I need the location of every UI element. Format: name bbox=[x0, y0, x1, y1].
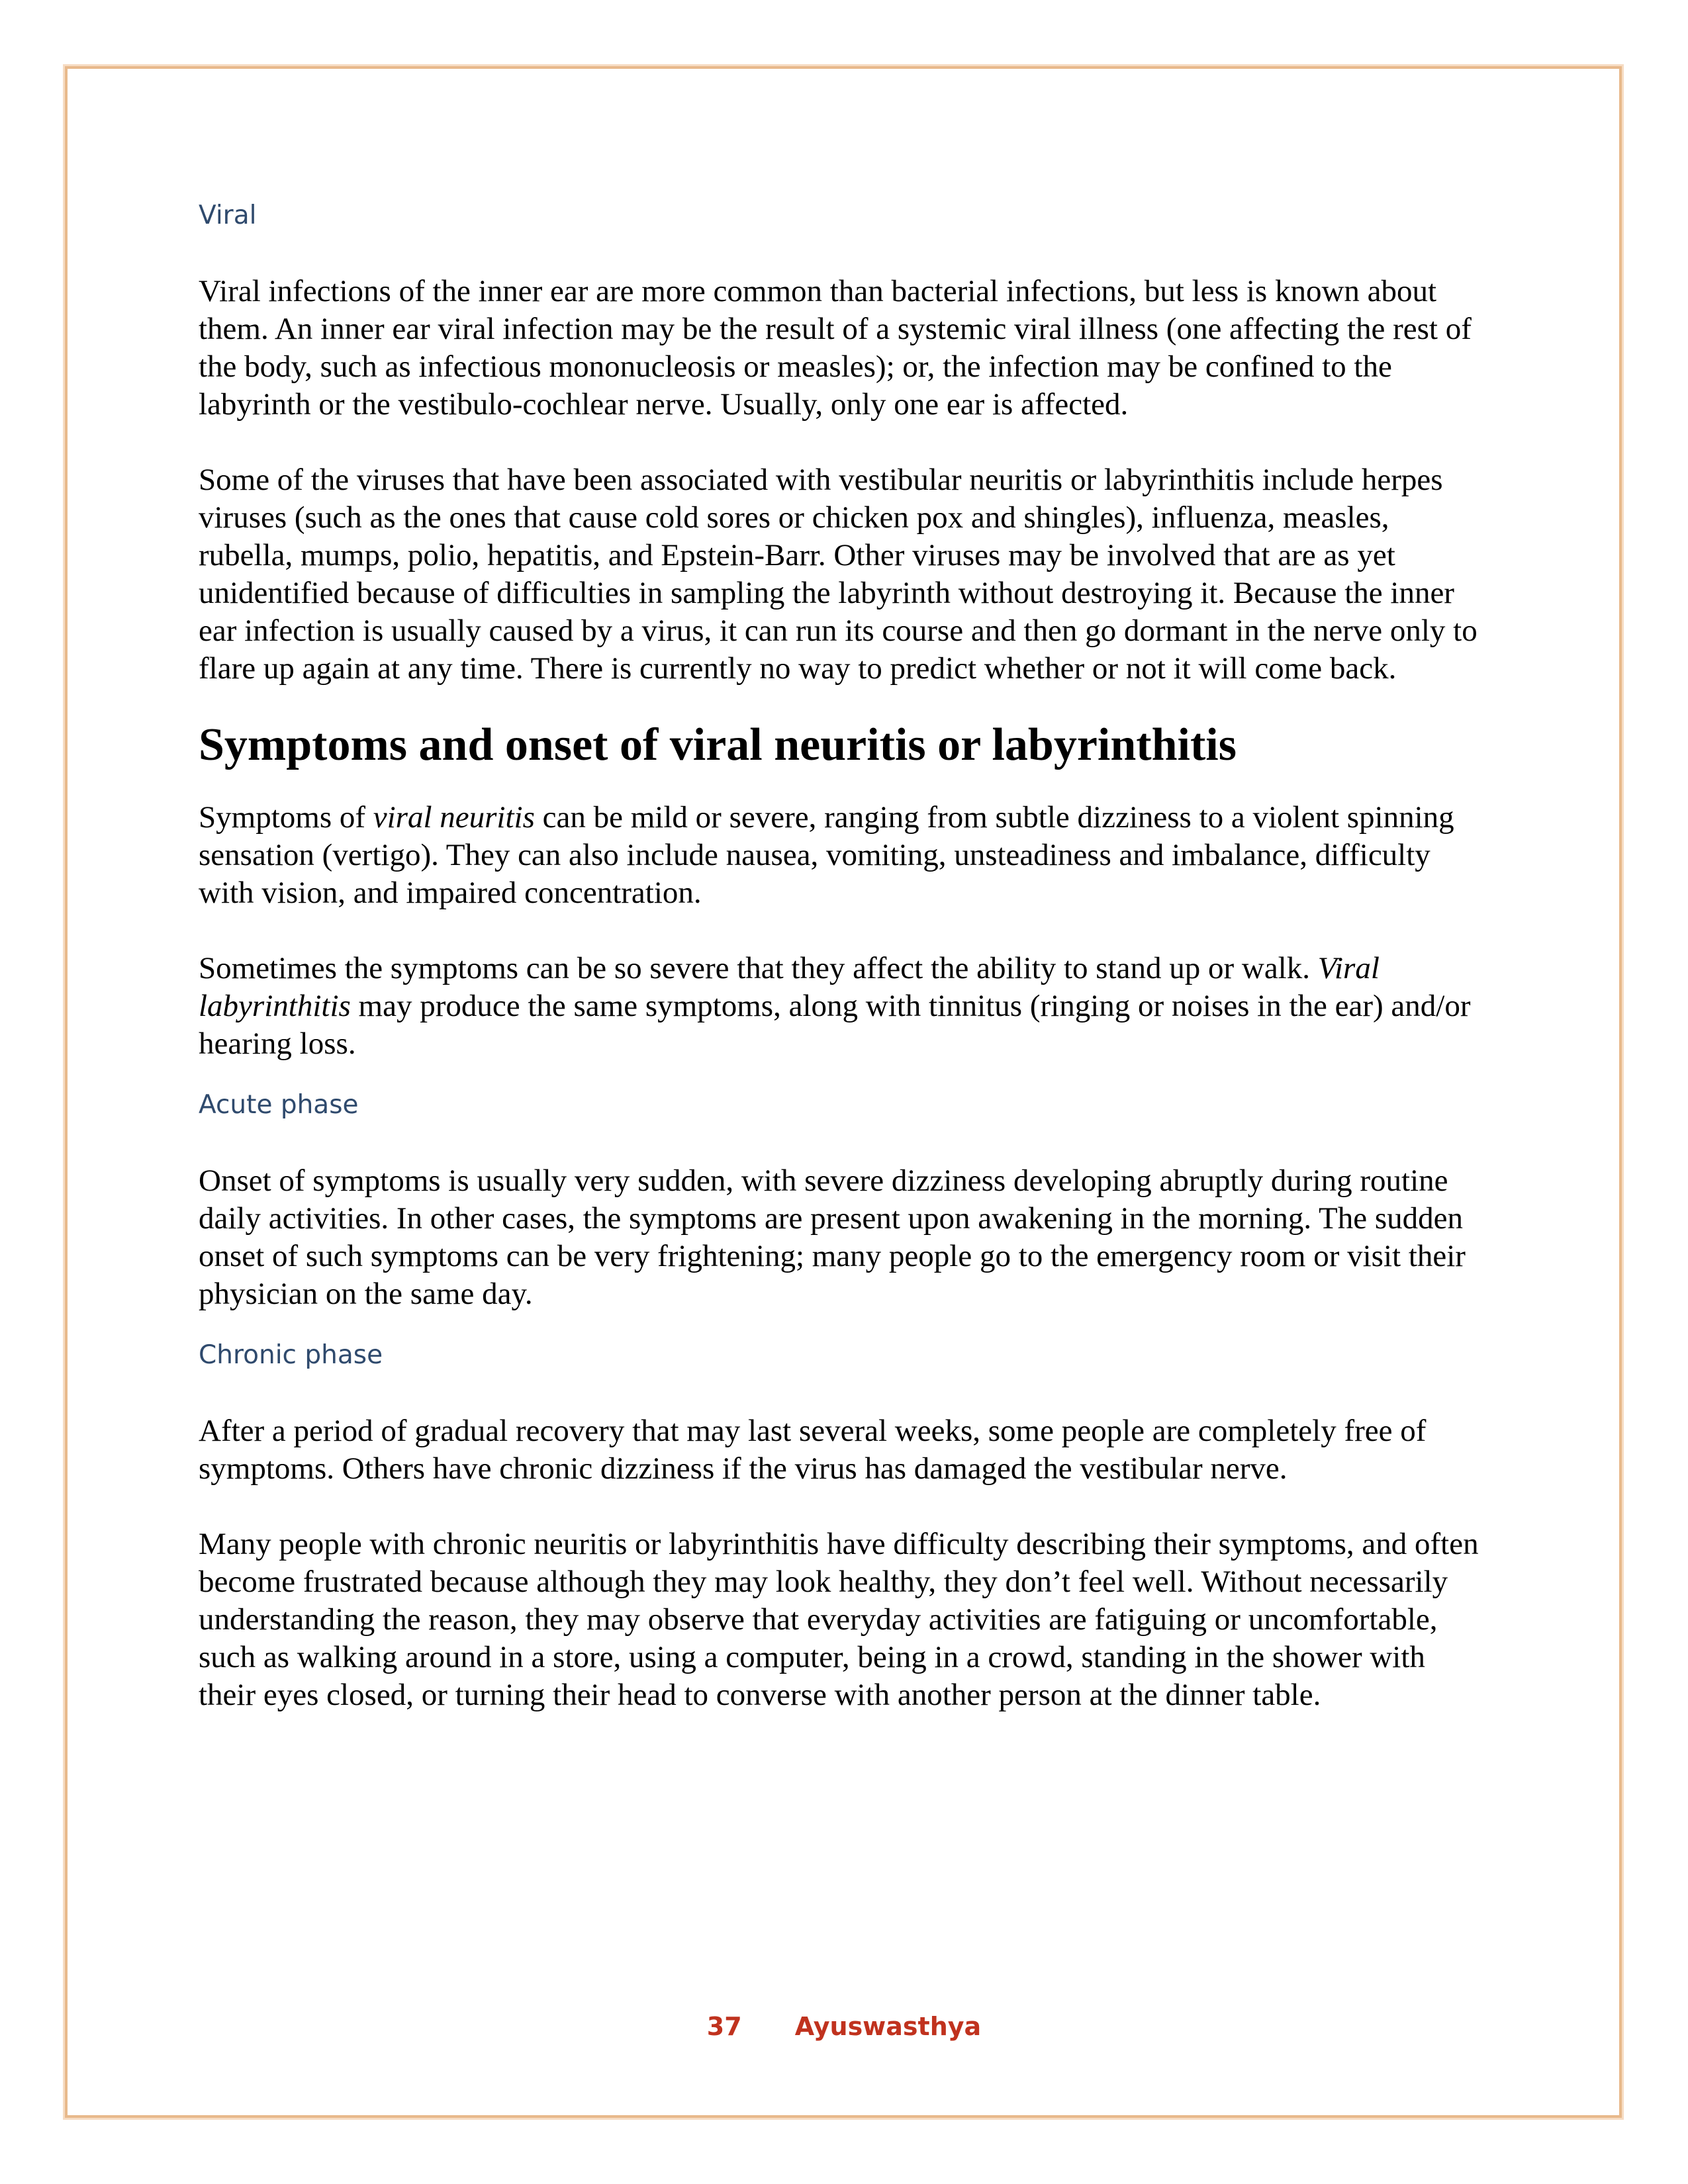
paragraph-viral-2: Some of the viruses that have been associated with vestibular neuritis or labyrinthitis include herpes viruses (such as the ones that cause cold sores or chicken pox and shingles), influenza, measles, rubella, mumps, polio, hepatitis, and Epstein-Barr. Other viruses may be involved that are as yet unidentified because of difficulties in sampling the labyrinth without destroying it. Because the inner ear infection is usually caused by a virus, it can run its course and then go dormant in the nerve only to flare up again at any time. There is currently no way to predict whether or not it will come back. bbox=[199, 463, 1477, 686]
page-footer bbox=[0, 2012, 1688, 2041]
paragraph-symptoms-2: Sometimes the symptoms can be so severe that they affect the ability to stand up or walk. Viral labyrinthitis may produce the same symptoms, along with tinnitus (ringing or noises in the ear) and/or hearing loss. bbox=[199, 951, 1471, 1061]
publication-name: Ayuswasthya bbox=[794, 2012, 982, 2041]
paragraph-chronic-1: After a period of gradual recovery that may last several weeks, some people are completely free of symptoms. Others have chronic dizziness if the virus has damaged the vestibular nerve. bbox=[199, 1414, 1427, 1486]
paragraph-acute-1: Onset of symptoms is usually very sudden, with severe dizziness developing abruptly during routine daily activities. In other cases, the symptoms are present upon awakening in the morning. The sudden onset of such symptoms can be very frightening; many people go to the emergency room or visit their physician on the same day. bbox=[199, 1163, 1466, 1311]
subheading-acute-phase: Acute phase bbox=[199, 1090, 359, 1120]
page-content bbox=[199, 192, 1489, 1714]
emphasis-viral-labyrinthitis: Viral labyrinthitis bbox=[199, 951, 1380, 1023]
subheading-viral: Viral bbox=[199, 201, 257, 230]
paragraph-viral-1: Viral infections of the inner ear are more common than bacterial infections, but less is known about them. An inner ear viral infection may be the result of a systemic viral illness (one affecting the rest of the body, such as infectious mononucleosis or measles); or, the infection may be confined to the labyrinth or the vestibulo-cochlear nerve. Usually, only one ear is affected. bbox=[199, 274, 1472, 422]
paragraph-symptoms-1: Symptoms of viral neuritis can be mild or severe, ranging from subtle dizziness to a violent spinning sensation (vertigo). They can also include nausea, vomiting, unsteadiness and imbalance, difficulty with vision, and impaired concentration. bbox=[199, 800, 1454, 910]
heading-symptoms: Symptoms and onset of viral neuritis or labyrinthitis bbox=[199, 719, 1237, 770]
subheading-chronic-phase: Chronic phase bbox=[199, 1340, 383, 1370]
paragraph-chronic-2: Many people with chronic neuritis or labyrinthitis have difficulty describing their symptoms, and often become frustrated because although they may look healthy, they don’t feel well. Without necessarily understanding the reason, they may observe that everyday activities are fatiguing or uncomfortable, such as walking around in a store, using a computer, being in a crowd, standing in the shower with their eyes closed, or turning their head to converse with another person at the dinner table. bbox=[199, 1527, 1479, 1712]
page-number: 37 bbox=[706, 2012, 742, 2041]
emphasis-viral-neuritis: viral neuritis bbox=[373, 800, 535, 835]
